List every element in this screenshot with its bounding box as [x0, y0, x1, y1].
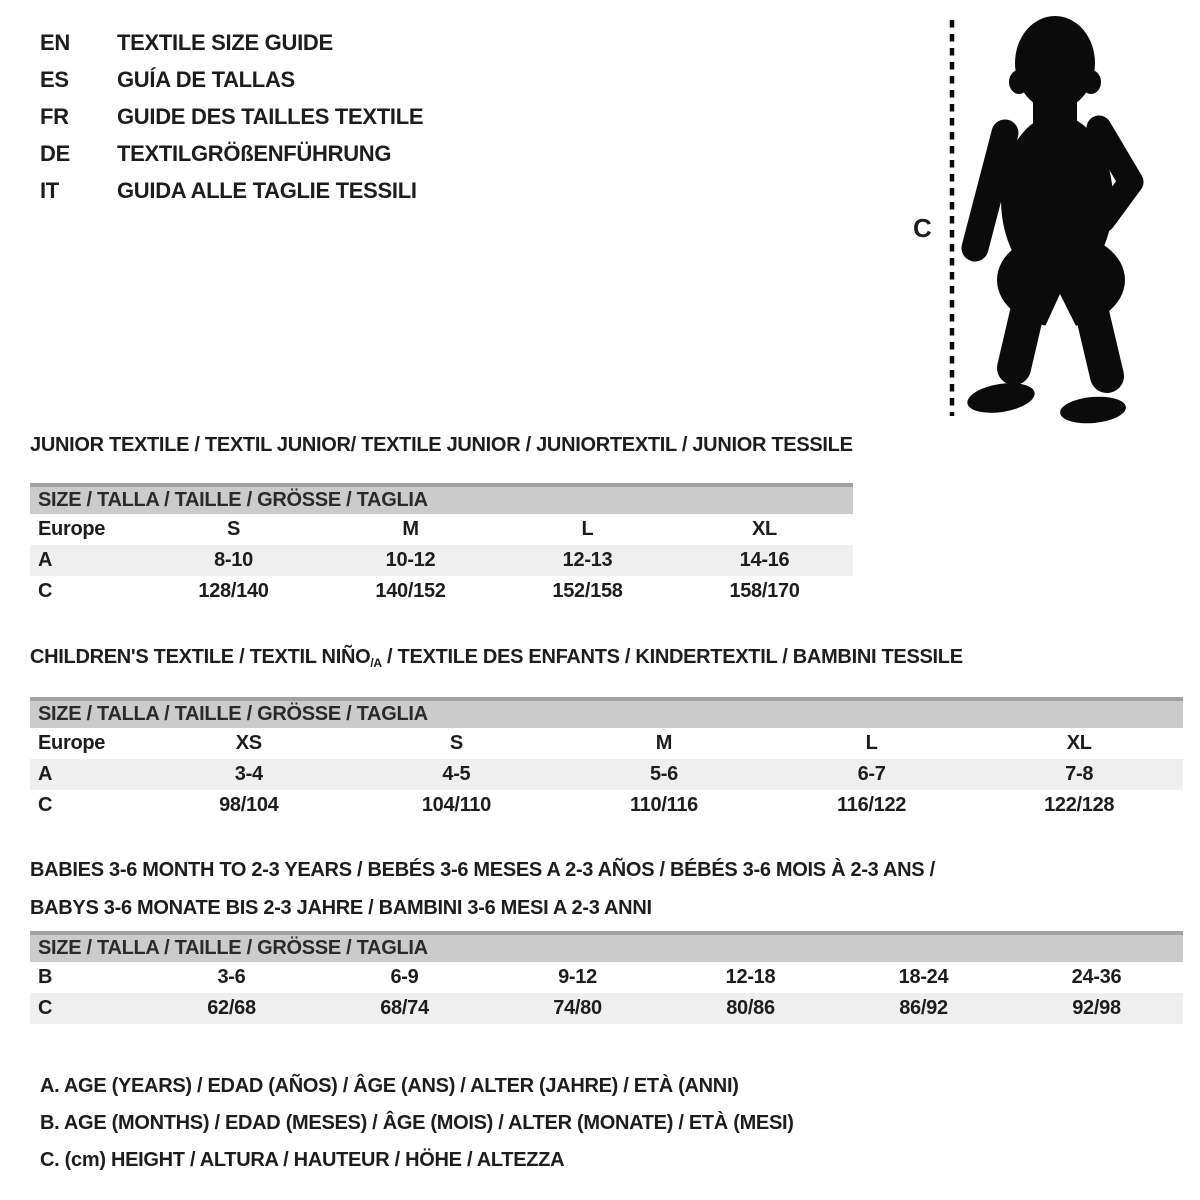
- row-label: A: [38, 763, 53, 785]
- language-row-de: [40, 135, 423, 172]
- row-label: C: [38, 997, 53, 1019]
- size-table-children: [30, 697, 1183, 821]
- cell-value: 8-10: [214, 549, 253, 571]
- guide-title-de: TEXTILGRÖßENFÜHRUNG: [117, 140, 392, 166]
- cell-value: 62/68: [207, 997, 256, 1019]
- cell-value: 14-16: [739, 549, 790, 571]
- heading-line: [30, 433, 853, 457]
- cell-value: 3-4: [234, 763, 263, 785]
- heading-text: BABIES 3-6 MONTH TO 2-3 YEARS / BEBÉS 3-6 MESES A 2-3 AÑOS / BÉBÉS 3-6 MOIS À 2-3 ANS /: [30, 859, 935, 881]
- cell-value: S: [226, 518, 241, 540]
- cell-value: 98/104: [219, 794, 279, 816]
- cell-value: S: [449, 732, 463, 754]
- language-code: EN: [40, 29, 70, 55]
- section-junior: [30, 433, 853, 607]
- cell-value: M: [402, 518, 419, 540]
- row-label: Europe: [38, 518, 106, 540]
- table-row-c: [30, 993, 1183, 1024]
- cell-value: 5-6: [649, 763, 678, 785]
- toddler-silhouette-icon: [935, 8, 1150, 428]
- guide-title-es: GUÍA DE TALLAS: [117, 66, 295, 92]
- cell-value: 86/92: [899, 997, 948, 1019]
- language-code: ES: [40, 66, 69, 92]
- section-heading-junior: [30, 433, 853, 457]
- table-row-c: [30, 576, 853, 607]
- heading-text: CHILDREN'S TEXTILE / TEXTIL NIÑO: [30, 646, 371, 668]
- cell-value: XL: [1066, 732, 1092, 754]
- row-label: C: [38, 580, 53, 602]
- cell-value: 110/116: [629, 794, 698, 816]
- cell-value: 4-5: [442, 763, 471, 785]
- section-heading-babies: [30, 851, 1183, 927]
- cell-value: 68/74: [380, 997, 429, 1019]
- cell-value: 6-7: [857, 763, 886, 785]
- cell-value: 140/152: [375, 580, 446, 602]
- language-code: IT: [40, 177, 59, 203]
- language-row-fr: [40, 98, 423, 135]
- footnote-c: C. (cm) HEIGHT / ALTURA / HAUTEUR / HÖHE / ALTEZZA: [40, 1149, 565, 1171]
- row-label: A: [38, 549, 53, 571]
- heading-text: / TEXTILE DES ENFANTS / KINDERTEXTIL / BAMBINI TESSILE: [381, 646, 963, 668]
- cell-value: XS: [235, 732, 262, 754]
- cell-value: 9-12: [558, 966, 597, 988]
- footnote-b: B. AGE (MONTHS) / EDAD (MESES) / ÂGE (MOIS) / ALTER (MONATE) / ETÀ (MESI): [40, 1112, 794, 1134]
- heading-line: [30, 889, 1183, 927]
- table-row-a: [30, 759, 1183, 790]
- cell-value: 18-24: [898, 966, 949, 988]
- cell-value: L: [581, 518, 594, 540]
- heading-text: JUNIOR TEXTILE / TEXTIL JUNIOR/ TEXTILE JUNIOR / JUNIORTEXTIL / JUNIOR TESSILE: [30, 434, 853, 456]
- cell-value: 128/140: [198, 580, 269, 602]
- table-row-b: [30, 962, 1183, 993]
- cell-value: L: [865, 732, 878, 754]
- heading-text: /A: [370, 656, 382, 670]
- cell-value: 74/80: [553, 997, 602, 1019]
- size-header-band: SIZE / TALLA / TAILLE / GRÖSSE / TAGLIA: [30, 931, 1183, 962]
- cell-value: 10-12: [385, 549, 436, 571]
- language-code: FR: [40, 103, 69, 129]
- cell-value: 104/110: [421, 794, 491, 816]
- section-children: [30, 645, 1183, 821]
- language-row-it: [40, 172, 423, 209]
- cell-value: XL: [752, 518, 777, 540]
- table-row-europe: [30, 728, 1183, 759]
- section-babies: [30, 851, 1183, 1024]
- guide-title-en: TEXTILE SIZE GUIDE: [117, 29, 333, 55]
- cell-value: 122/128: [1044, 794, 1115, 816]
- language-code: DE: [40, 140, 70, 166]
- cell-value: 24-36: [1071, 966, 1122, 988]
- cell-value: 7-8: [1065, 763, 1094, 785]
- language-title-list: [40, 24, 423, 209]
- cell-value: 12-13: [562, 549, 613, 571]
- language-row-en: [40, 24, 423, 61]
- heading-text: BABYS 3-6 MONATE BIS 2-3 JAHRE / BAMBINI 3-6 MESI A 2-3 ANNI: [30, 897, 652, 919]
- size-header-band: SIZE / TALLA / TAILLE / GRÖSSE / TAGLIA: [30, 697, 1183, 728]
- section-heading-children: [30, 645, 1183, 675]
- size-table-junior: [30, 483, 853, 607]
- cell-value: 158/170: [729, 580, 800, 602]
- guide-title-fr: GUIDE DES TAILLES TEXTILE: [117, 103, 424, 129]
- footnotes: [40, 1068, 794, 1179]
- language-row-es: [40, 61, 423, 98]
- row-label: Europe: [38, 732, 106, 754]
- size-header-band: SIZE / TALLA / TAILLE / GRÖSSE / TAGLIA: [30, 483, 853, 514]
- heading-line: [30, 851, 1183, 889]
- table-row-europe: [30, 514, 853, 545]
- toddler-figure: [913, 8, 1150, 428]
- cell-value: 3-6: [217, 966, 246, 988]
- row-label: C: [38, 794, 53, 816]
- cell-value: 92/98: [1072, 997, 1121, 1019]
- table-row-c: [30, 790, 1183, 821]
- cell-value: 80/86: [726, 997, 775, 1019]
- height-measure-label: C: [913, 213, 932, 243]
- toddler-silhouette-shape: [965, 16, 1131, 426]
- footnote-a: A. AGE (YEARS) / EDAD (AÑOS) / ÂGE (ANS) / ALTER (JAHRE) / ETÀ (ANNI): [40, 1075, 739, 1097]
- cell-value: 152/158: [552, 580, 623, 602]
- size-table-babies: [30, 931, 1183, 1024]
- cell-value: 116/122: [837, 794, 907, 816]
- cell-value: 6-9: [390, 966, 419, 988]
- row-label: B: [38, 966, 53, 988]
- table-row-a: [30, 545, 853, 576]
- cell-value: M: [655, 732, 673, 754]
- guide-title-it: GUIDA ALLE TAGLIE TESSILI: [117, 177, 417, 203]
- heading-line: [30, 645, 1183, 675]
- cell-value: 12-18: [725, 966, 776, 988]
